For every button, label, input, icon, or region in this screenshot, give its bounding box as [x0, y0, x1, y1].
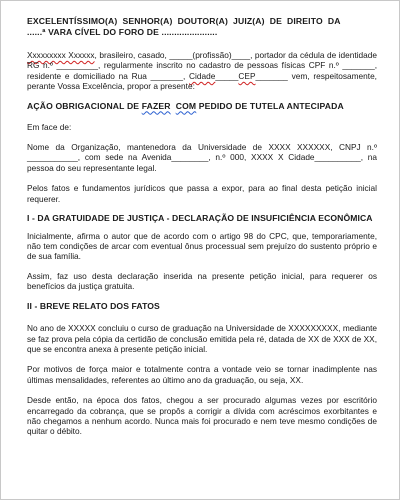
- court-header-line-2: ......ª VARA CÍVEL DO FORO DE ......................: [27, 27, 218, 37]
- section-2-paragraph-1: No ano de XXXXX concluiu o curso de graduação na Universidade de XXXXXXXXX, mediante se faz prova pela cópia da certidão de conclusão emitida pela ré, datada de XX de XXX de XX, que se encontra anexa à presente petição inicial.: [27, 323, 380, 354]
- plaintiff-qualification: [27, 50, 380, 92]
- qualification-text: , brasileiro, casado, _____(profissão)____, portador da cédula de identidade RG n.º _________, regularmente inscrito no cadastro de pessoas físicas CPF n.º _______, residente e domiciliado na Rua _______,: [27, 50, 380, 81]
- action-title: AÇÃO OBRIGACIONAL DE FAZER COM PEDIDO DE TUTELA ANTECIPADA: [27, 100, 344, 111]
- section-2-title: II - BREVE RELATO DOS FATOS: [27, 300, 160, 311]
- document-body: [27, 16, 380, 437]
- section-1-paragraph-2: Assim, faz uso desta declaração inserida na presente petição inicial, para requerer os benefícios da justiça gratuita.: [27, 270, 380, 292]
- qualification-tail: _______ vem, respeitosamente, perante Vossa Excelência, propor a presente:: [27, 70, 380, 92]
- section-2-paragraph-2: Por motivos de força maior e totalmente contra a vontade veio se tornar inadimplente nas últimas mensalidades, referentes ao último ano da graduação, ou seja, XX.: [27, 364, 380, 385]
- intro-paragraph: Pelos fatos e fundamentos jurídicos que passa a expor, para ao final desta petição inicial requerer.: [27, 183, 380, 204]
- cidade-field: Cidade: [189, 70, 216, 81]
- court-header-line-1: EXCELENTÍSSIMO(A) SENHOR(A) DOUTOR(A) JUIZ(A) DE DIREITO DA: [27, 16, 341, 26]
- defendant-paragraph: Nome da Organização, mantenedora da Universidade de XXXX XXXXXX, CNPJ n.º ___________, com sede na Avenida________, n.º 000, XXXX X Cidade__________, na pessoa do seu representante legal.: [27, 142, 380, 173]
- cep-field: CEP: [238, 70, 256, 81]
- action-title-fazer: FAZER: [141, 100, 171, 111]
- action-title-com: COM: [175, 100, 197, 111]
- em-face-label: Em face de:: [27, 121, 72, 132]
- section-1-paragraph-1: Inicialmente, afirma o autor que de acordo com o artigo 98 do CPC, que, temporariamente, não tem condições de arcar com eventual ônus processual sem prejuízo do sustento próprio e de sua família.: [27, 230, 380, 262]
- section-1-title: I - DA GRATUIDADE DE JUSTIÇA - DECLARAÇÃO DE INSUFICIÊNCIA ECONÔMICA: [27, 213, 373, 224]
- qualification-mid: _____: [215, 70, 239, 81]
- plaintiff-name-placeholder: Xxxxxxxxx Xxxxxx: [27, 50, 95, 60]
- section-2-paragraph-3: Desde então, na época dos fatos, chegou a ser procurado algumas vezes por escritório encarregado da cobrança, que se propôs a corrigir a dívida com acréscimos exorbitantes e não chegamos a nenhum acordo. Nunca mais foi procurado e nem teve mesmo condições de quitar o débito.: [27, 395, 380, 437]
